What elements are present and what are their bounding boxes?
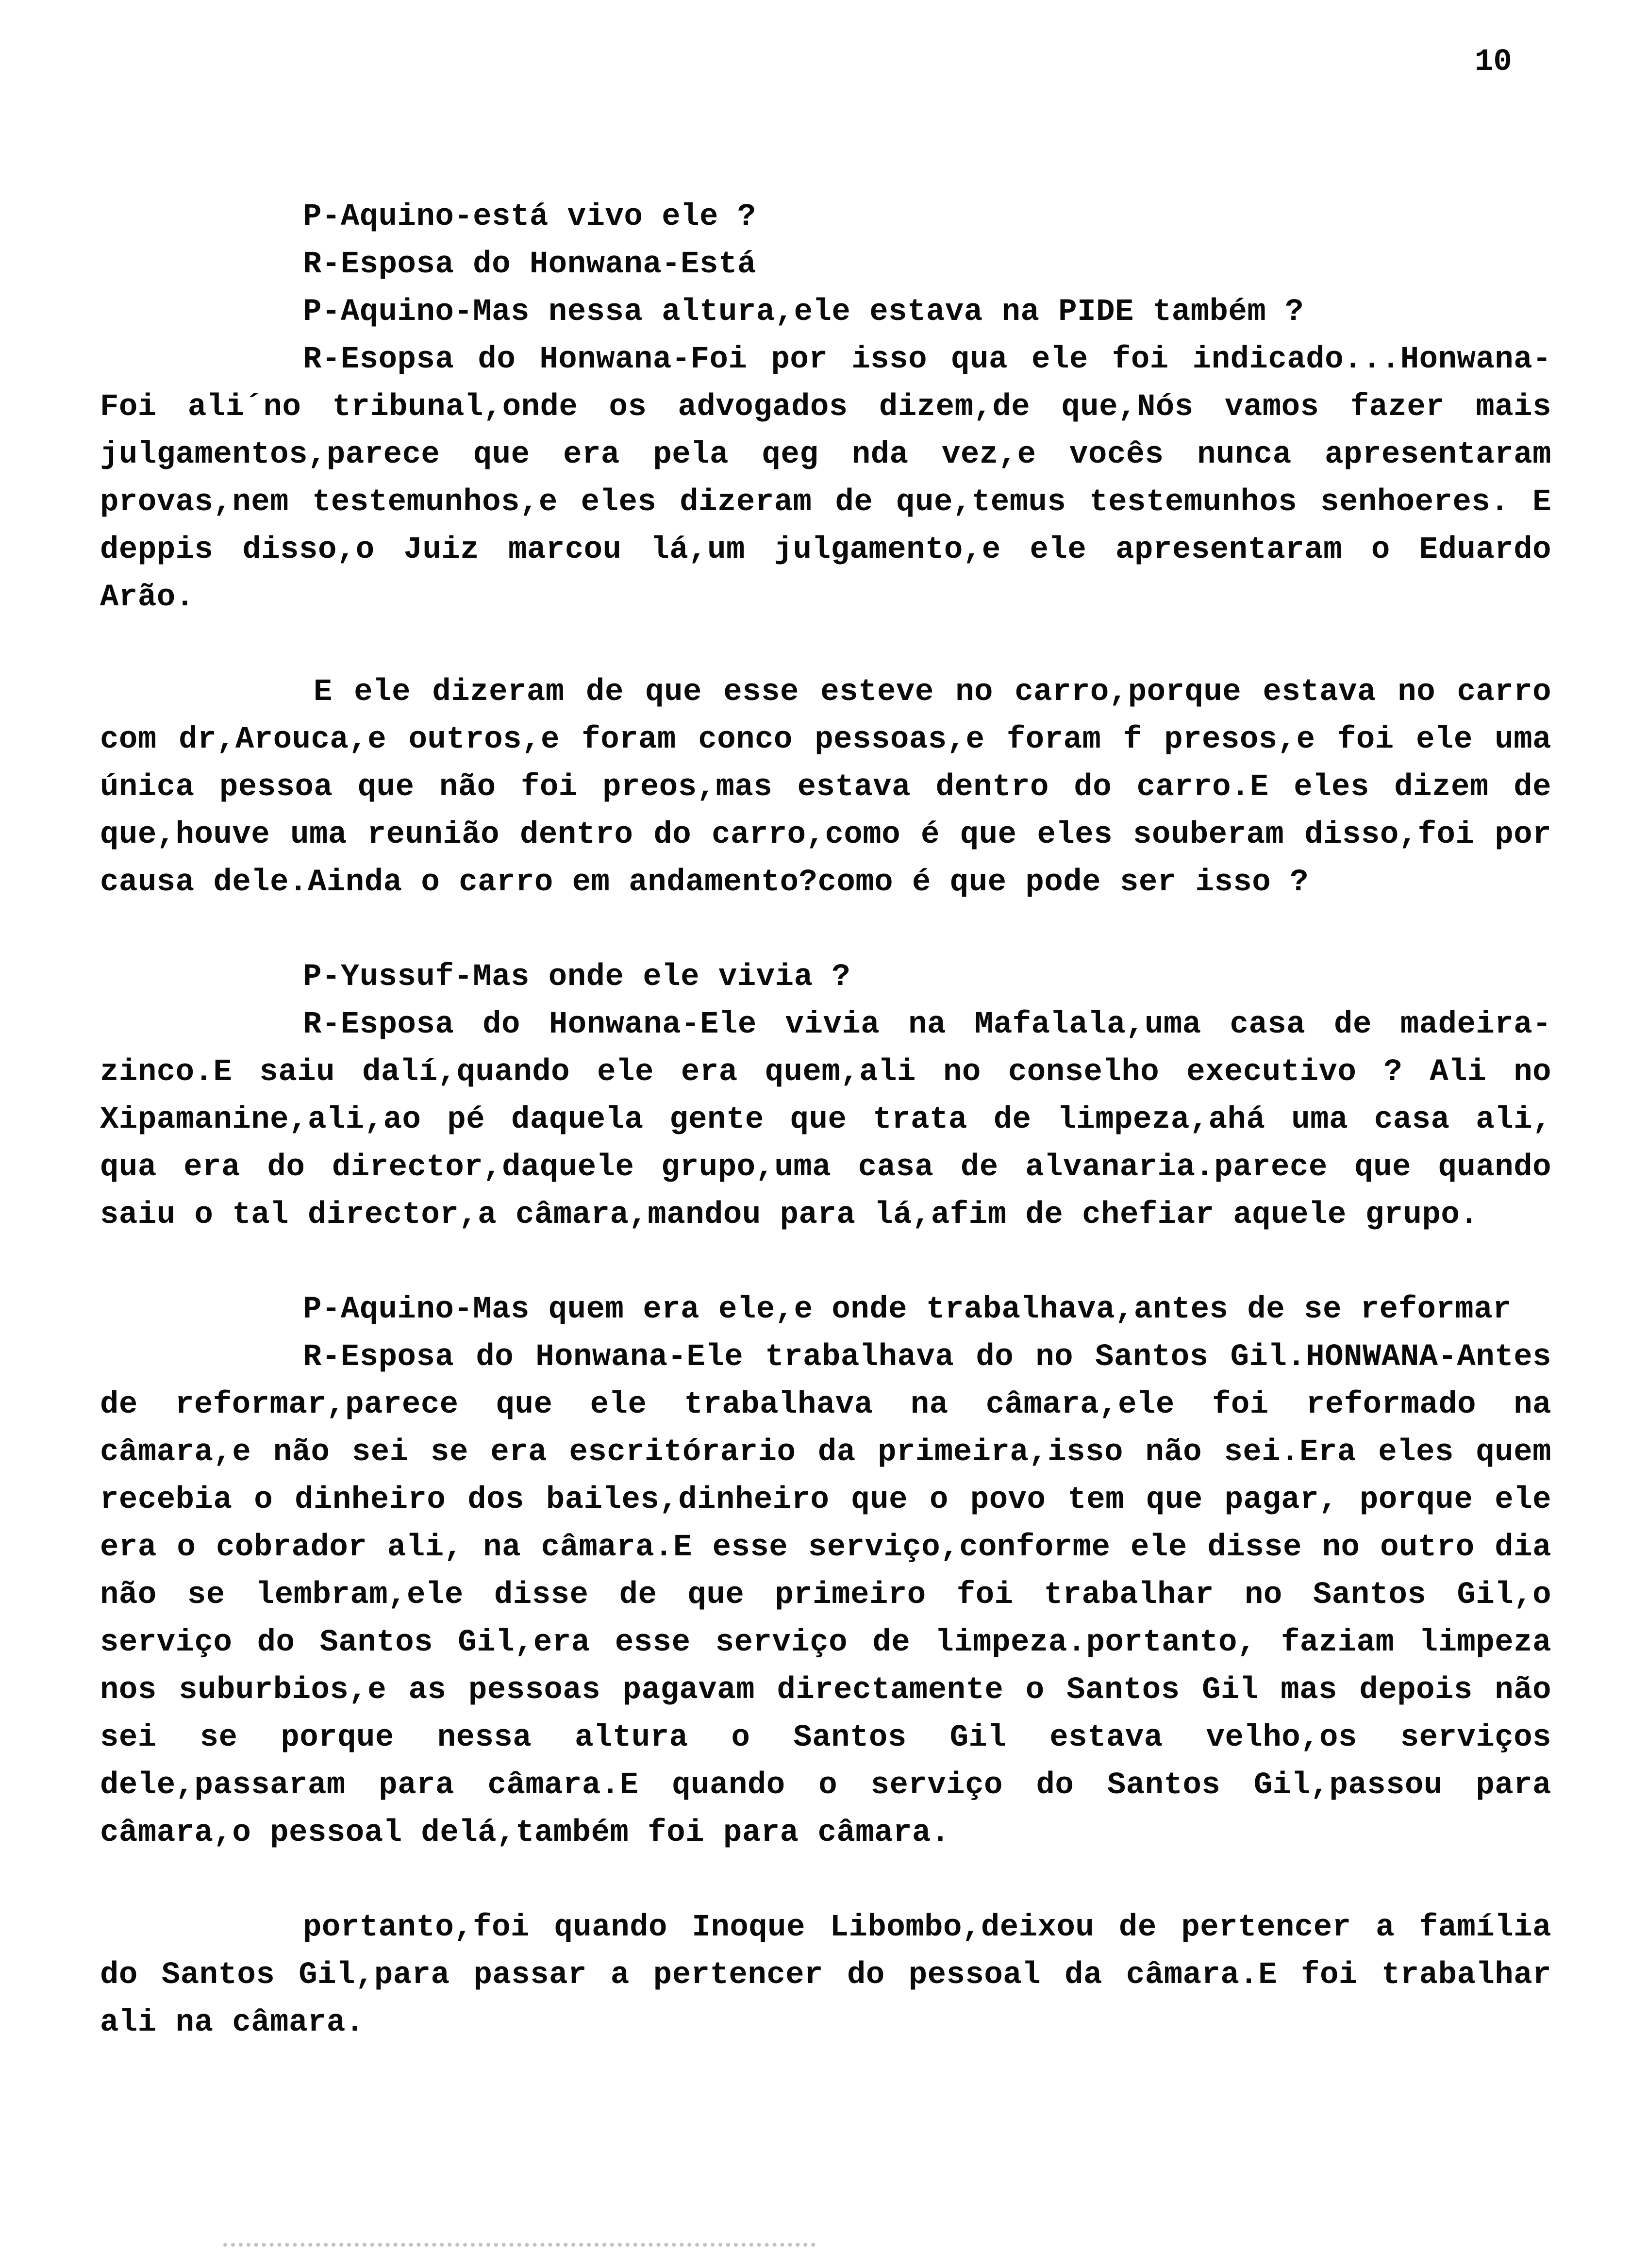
paragraph-gap	[100, 1239, 1551, 1286]
answer-paragraph: portanto,foi quando Inoque Libombo,deixou de pertencer a família do Santos Gil,para passar a pertencer do pessoal da câmara.E foi trabalhar ali na câmara.	[100, 1910, 1551, 2040]
question-line: P-Aquino-está vivo ele ?	[303, 200, 756, 234]
document-body	[100, 193, 1551, 2047]
question-line: P-Aquino-Mas nessa altura,ele estava na PIDE também ?	[303, 295, 1304, 330]
page-number: 10	[1475, 45, 1512, 80]
paragraph-gap	[100, 621, 1551, 668]
footer-smudge	[223, 2243, 816, 2252]
answer-paragraph: E ele dizeram de que esse esteve no carro,porque estava no carro com dr,Arouca,e outros,e foram conco pessoas,e foram f presos,e foi ele uma única pessoa que não foi preos,mas estava dentro do carro.E eles dizem de que,houve uma reunião dentro do carro,como é que eles souberam disso,foi por causa dele.Ainda o carro em andamento?como é que pode ser isso ?	[100, 675, 1551, 900]
question-line: P-Aquino-Mas quem era ele,e onde trabalhava,antes de se reformar	[303, 1292, 1512, 1327]
answer-paragraph: R-Esposa do Honwana-Ele vivia na Mafalala,uma casa de madeira-zinco.E saiu dalí,quando ele era quem,ali no conselho executivo ? Ali no Xipamanine,ali,ao pé daquela gente que trata de limpeza,ahá uma casa ali, qua era do director,daquele grupo,uma casa de alvanaria.parece que quando saiu o tal director,a câmara,mandou para lá,afim de chefiar aquele grupo.	[100, 1007, 1551, 1233]
answer-paragraph: R-Esopsa do Honwana-Foi por isso qua ele foi indicado...Honwana-Foi ali´no tribunal,onde os advogados dizem,de que,Nós vamos fazer mais julgamentos,parece que era pela qeg nda vez,e vocês nunca apresentaram provas,nem testemunhos,e eles dizeram de que,temus testemunhos senhoeres. E deppis disso,o Juiz marcou lá,um julgamento,e ele apresentaram o Eduardo Arão.	[100, 342, 1551, 615]
question-line: P-Yussuf-Mas onde ele vivia ?	[303, 960, 851, 995]
answer-line: R-Esposa do Honwana-Está	[303, 247, 756, 282]
paragraph-gap	[100, 906, 1551, 953]
paragraph-gap	[100, 1857, 1551, 1904]
answer-paragraph: R-Esposa do Honwana-Ele trabalhava do no Santos Gil.HONWANA-Antes de reformar,parece que ele trabalhava na câmara,ele foi reformado na câmara,e não sei se era escritórario da primeira,isso não sei.Era eles quem recebia o dinheiro dos bailes,dinheiro que o povo tem que pagar, porque ele era o cobrador ali, na câmara.E esse serviço,conforme ele disse no outro dia não se lembram,ele disse de que primeiro foi trabalhar no Santos Gil,o serviço do Santos Gil,era esse serviço de limpeza.portanto, faziam limpeza nos suburbios,e as pessoas pagavam directamente o Santos Gil mas depois não sei se porque nessa altura o Santos Gil estava velho,os serviços dele,passaram para câmara.E quando o serviço do Santos Gil,passou para câmara,o pessoal delá,também foi para câmara.	[100, 1340, 1551, 1851]
